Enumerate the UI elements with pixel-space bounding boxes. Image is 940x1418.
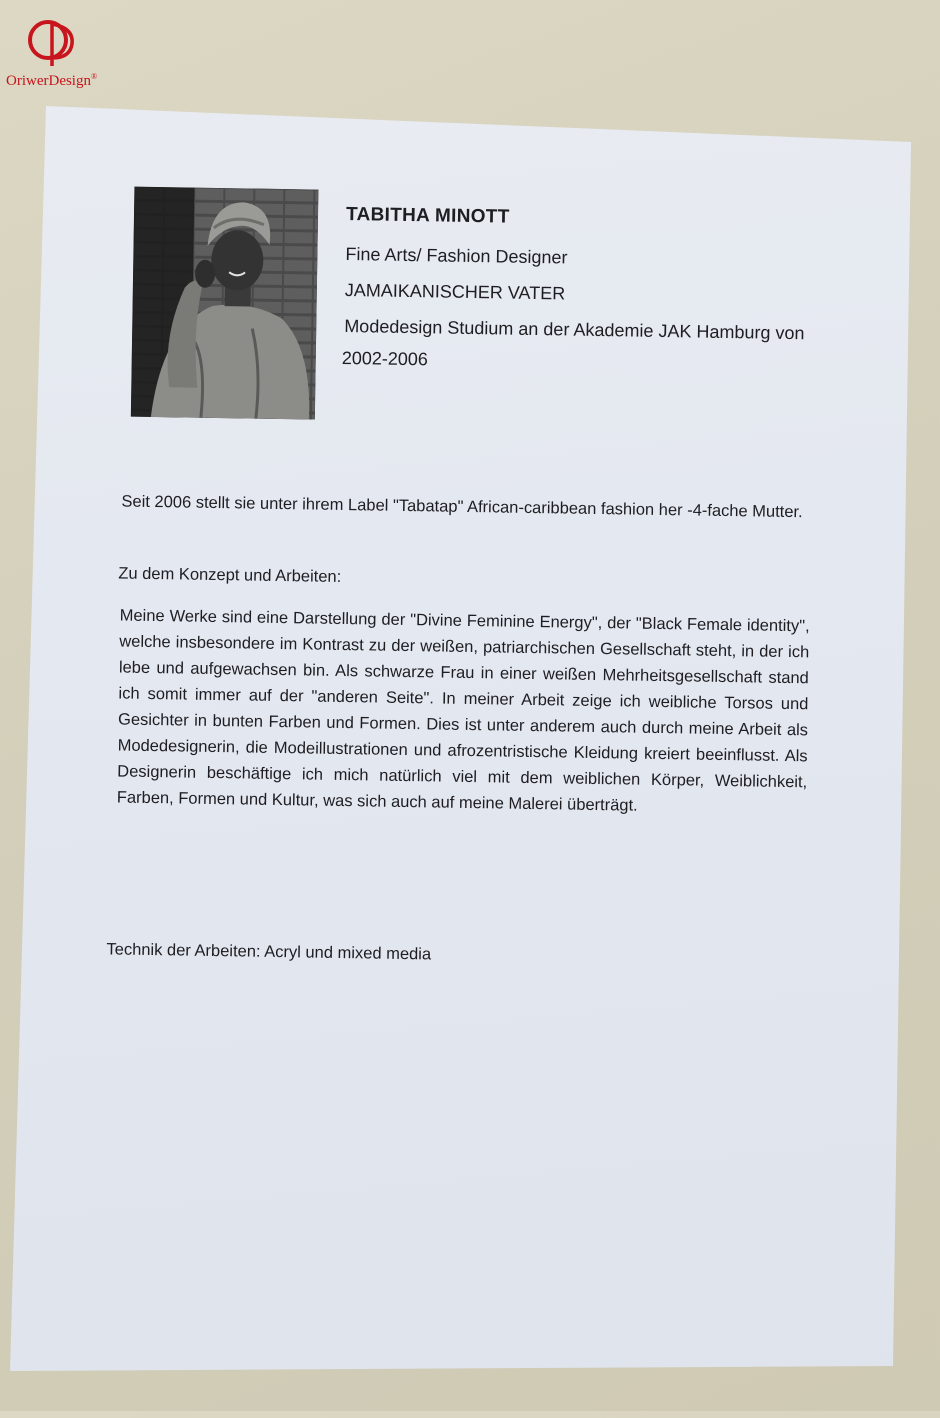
portrait-photo	[131, 187, 319, 420]
concept-paragraph: Meine Werke sind eine Darstellung der "Divine Feminine Energy", der "Black Female identity", welche insbesondere im Kontrast zu der weißen, patriarchischen Gesellschaft steht, in der ich lebe und aufgewachsen bin. Als schwarze Frau in einer weißen Mehrheitsgesellschaft stand ich somit immer auf der "anderen Seite". In meiner Arbeit zeige ich weibliche Torsos und Gesichter in bunten Farben und Formen. Dies ist unter anderem auch durch meine Arbeit als Modedesignerin, die Modeillustrationen und afrozentristische Kleidung kreiert beeinflusst. Als Designerin beschäftige ich mich natürlich viel mit dem weiblichen Körper, Weiblichkeit, Farben, Formen und Kultur, was sich auch auf meine Malerei überträgt.	[116, 606, 810, 815]
technique-line: Technik der Arbeiten: Acryl und mixed media	[106, 940, 432, 964]
artist-name: TABITHA MINOTT	[345, 204, 510, 228]
portrait-photo-icon	[131, 187, 319, 420]
artist-education-years: 2002-2006	[341, 347, 429, 370]
artist-role: Fine Arts/ Fashion Designer	[345, 244, 568, 268]
artist-heritage: JAMAIKANISCHER VATER	[344, 279, 566, 304]
artist-education: Modedesign Studium an der Akademie JAK Hamburg von	[344, 315, 805, 344]
concept-heading: Zu dem Konzept und Arbeiten:	[118, 564, 342, 586]
watermark-text: OriwerDesign®	[6, 72, 98, 89]
intro-paragraph: Seit 2006 stellt sie unter ihrem Label "Tabatap" African-caribbean fashion her -4-fache Mutter.	[121, 492, 803, 522]
